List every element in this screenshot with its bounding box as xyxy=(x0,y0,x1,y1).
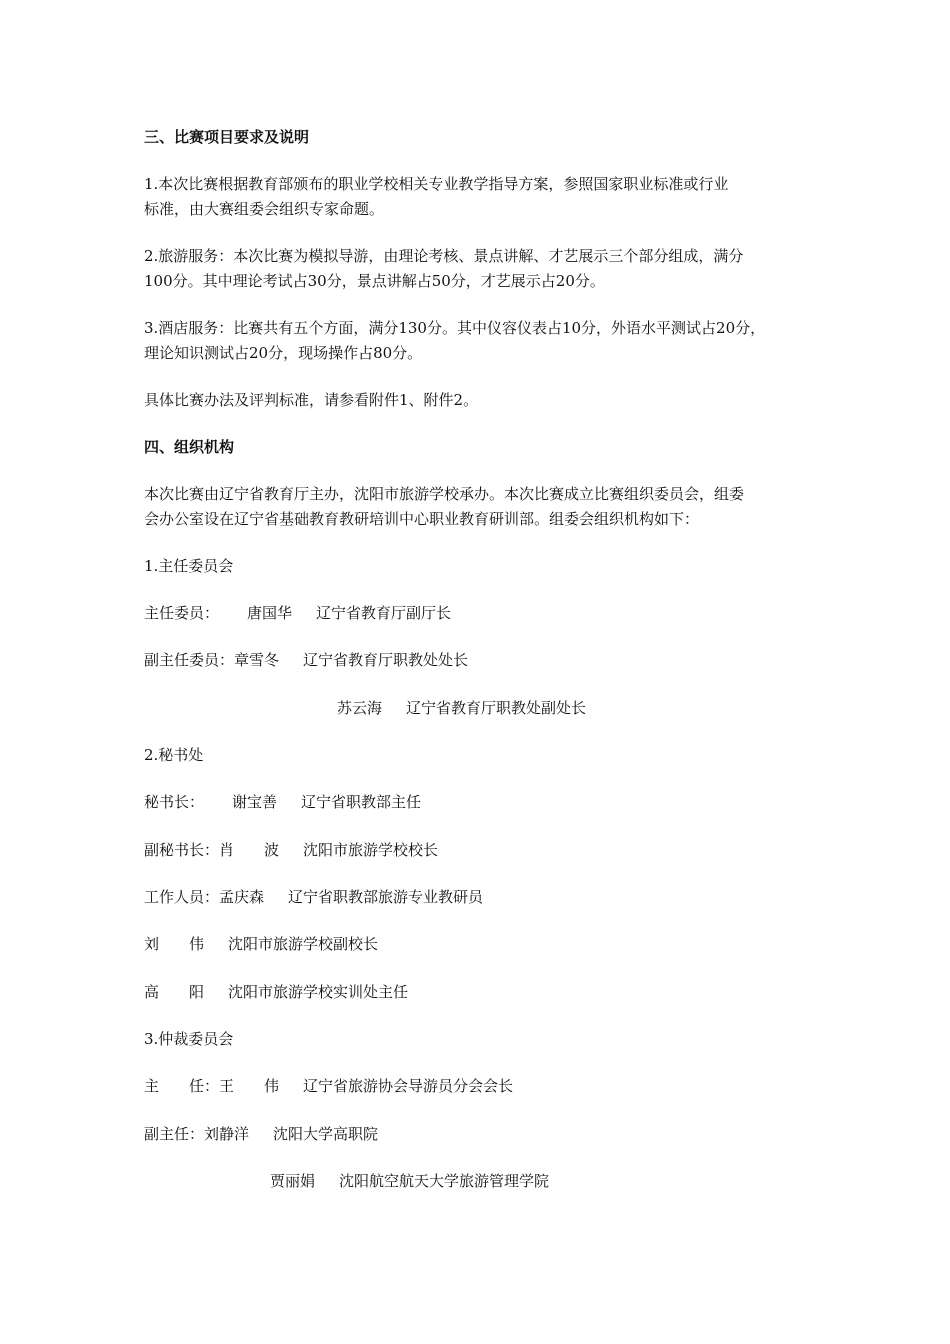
paragraph-1-line-1: 1.本次比赛根据教育部颁布的职业学校相关专业教学指导方案，参照国家职业标准或行业 xyxy=(144,175,729,193)
person-name: 刘 伟 xyxy=(144,935,205,953)
person-name: 王 伟 xyxy=(219,1077,280,1095)
paragraph-5-line-1: 本次比赛由辽宁省教育厅主办，沈阳市旅游学校承办。本次比赛成立比赛组织委员会，组委 xyxy=(144,485,745,503)
person-title: 沈阳市旅游学校实训处主任 xyxy=(228,983,409,1001)
person-title: 辽宁省教育厅副厅长 xyxy=(316,604,452,622)
person-name: 唐国华 xyxy=(247,604,293,622)
role-label: 副主任委员： xyxy=(144,651,235,669)
roster-row xyxy=(144,792,421,812)
person-name: 刘静洋 xyxy=(204,1125,250,1143)
paragraph-3-line-2: 理论知识测试占20分，现场操作占80分。 xyxy=(144,344,423,362)
subheading-3: 3.仲裁委员会 xyxy=(144,1030,234,1048)
person-title: 辽宁省职教部旅游专业教研员 xyxy=(288,888,484,906)
person-name: 谢宝善 xyxy=(232,793,278,811)
person-title: 辽宁省教育厅职教处副处长 xyxy=(406,699,587,717)
paragraph-3-line-1: 3.酒店服务：比赛共有五个方面，满分130分。其中仪容仪表占10分，外语水平测试占20分， xyxy=(144,319,766,337)
roster-row xyxy=(337,698,586,718)
roster-row xyxy=(144,982,408,1002)
roster-row xyxy=(144,1124,378,1144)
person-title: 辽宁省职教部主任 xyxy=(301,793,422,811)
roster-row xyxy=(270,1171,549,1191)
person-name: 苏云海 xyxy=(337,699,383,717)
person-title: 沈阳大学高职院 xyxy=(273,1125,379,1143)
person-title: 沈阳市旅游学校副校长 xyxy=(228,935,379,953)
person-name: 肖 波 xyxy=(219,841,280,859)
person-title: 辽宁省旅游协会导游员分会会长 xyxy=(303,1077,514,1095)
roster-row xyxy=(144,650,468,670)
person-title: 沈阳航空航天大学旅游管理学院 xyxy=(339,1172,550,1190)
person-name: 贾丽娟 xyxy=(270,1172,316,1190)
role-label: 工作人员： xyxy=(144,888,220,906)
role-label: 主 任： xyxy=(144,1077,220,1095)
person-name: 高 阳 xyxy=(144,983,205,1001)
person-name: 孟庆森 xyxy=(219,888,265,906)
role-label: 副秘书长： xyxy=(144,841,220,859)
person-title: 沈阳市旅游学校校长 xyxy=(303,841,439,859)
section-heading-4: 四、组织机构 xyxy=(144,438,235,456)
subheading-2: 2.秘书处 xyxy=(144,746,204,764)
role-label: 秘书长： xyxy=(144,793,205,811)
paragraph-1-line-2: 标准，由大赛组委会组织专家命题。 xyxy=(144,200,385,218)
roster-row xyxy=(144,840,438,860)
subheading-1: 1.主任委员会 xyxy=(144,557,234,575)
paragraph-5-line-2: 会办公室设在辽宁省基础教育教研培训中心职业教育研训部。组委会组织机构如下： xyxy=(144,510,700,528)
roster-row xyxy=(144,934,378,954)
person-name: 章雪冬 xyxy=(234,651,280,669)
roster-row xyxy=(144,603,451,623)
paragraph-2-line-2: 100分。其中理论考试占30分，景点讲解占50分，才艺展示占20分。 xyxy=(144,272,605,290)
roster-row xyxy=(144,1076,513,1096)
role-label: 副主任： xyxy=(144,1125,205,1143)
section-heading-3: 三、比赛项目要求及说明 xyxy=(144,128,310,146)
paragraph-2-line-1: 2.旅游服务：本次比赛为模拟导游，由理论考核、景点讲解、才艺展示三个部分组成，满分 xyxy=(144,247,744,265)
person-title: 辽宁省教育厅职教处处长 xyxy=(303,651,469,669)
roster-row xyxy=(144,887,483,907)
paragraph-4: 具体比赛办法及评判标准，请参看附件1、附件2。 xyxy=(144,391,479,409)
role-label: 主任委员： xyxy=(144,604,220,622)
